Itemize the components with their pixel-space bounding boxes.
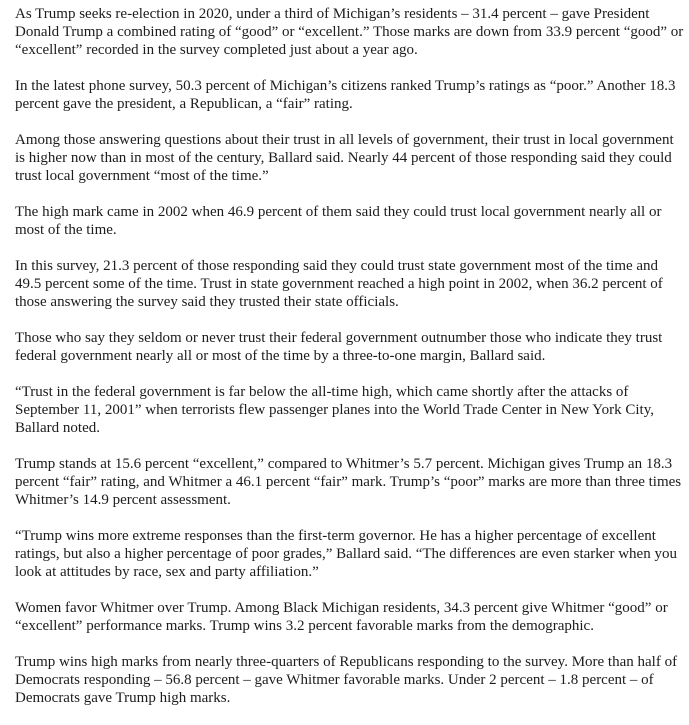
paragraph: Women favor Whitmer over Trump. Among Black Michigan residents, 34.3 percent give Whitmer “good” or “excellent” performance marks. Trump wins 3.2 percent favorable marks from the demographic. xyxy=(15,600,668,634)
paragraph: As Trump seeks re-election in 2020, under a third of Michigan’s residents – 31.4 percent – gave President Donald Trump a combined rating of “good” or “excellent.” Those marks are down from 33.9 percent “good” or “excellent” recorded in the survey completed just about a year ago. xyxy=(15,6,684,58)
paragraph: Among those answering questions about their trust in all levels of government, their trust in local government is higher now than in most of the century, Ballard said. Nearly 44 percent of those responding said they could trust local government “most of the time.” xyxy=(15,132,674,184)
paragraph: Trump wins high marks from nearly three-quarters of Republicans responding to the survey. More than half of Democrats responding – 56.8 percent – gave Whitmer favorable marks. Under 2 percent – 1.8 percent – of Democrats gave Trump high marks. xyxy=(15,654,678,706)
paragraph: In the latest phone survey, 50.3 percent of Michigan’s citizens ranked Trump’s ratings as “poor.” Another 18.3 percent gave the president, a Republican, a “fair” rating. xyxy=(15,78,676,112)
paragraph: In this survey, 21.3 percent of those responding said they could trust state government most of the time and 49.5 percent some of the time. Trust in state government reached a high point in 2002, when 36.2 percent of those answering the survey said they trusted their state officials. xyxy=(15,258,663,310)
paragraph: Trump stands at 15.6 percent “excellent,” compared to Whitmer’s 5.7 percent. Michigan gives Trump an 18.3 percent “fair” rating, and Whitmer a 46.1 percent “fair” mark. Trump’s “poor” marks are more than three times Whitmer’s 14.9 percent assessment. xyxy=(15,456,682,508)
paragraph: The high mark came in 2002 when 46.9 percent of them said they could trust local government nearly all or most of the time. xyxy=(15,204,662,238)
paragraph: “Trust in the federal government is far below the all-time high, which came shortly after the attacks of September 11, 2001” when terrorists flew passenger planes into the World Trade Center in New York City, Ballard noted. xyxy=(15,384,654,436)
article-body xyxy=(15,5,687,725)
paragraph: “Trump wins more extreme responses than the first-term governor. He has a higher percentage of excellent ratings, but also a higher percentage of poor grades,” Ballard said. “The differences are even starker when you look at attitudes by race, sex and party affiliation.” xyxy=(15,528,677,580)
paragraph: Those who say they seldom or never trust their federal government outnumber those who indicate they trust federal government nearly all or most of the time by a three-to-one margin, Ballard said. xyxy=(15,330,663,364)
